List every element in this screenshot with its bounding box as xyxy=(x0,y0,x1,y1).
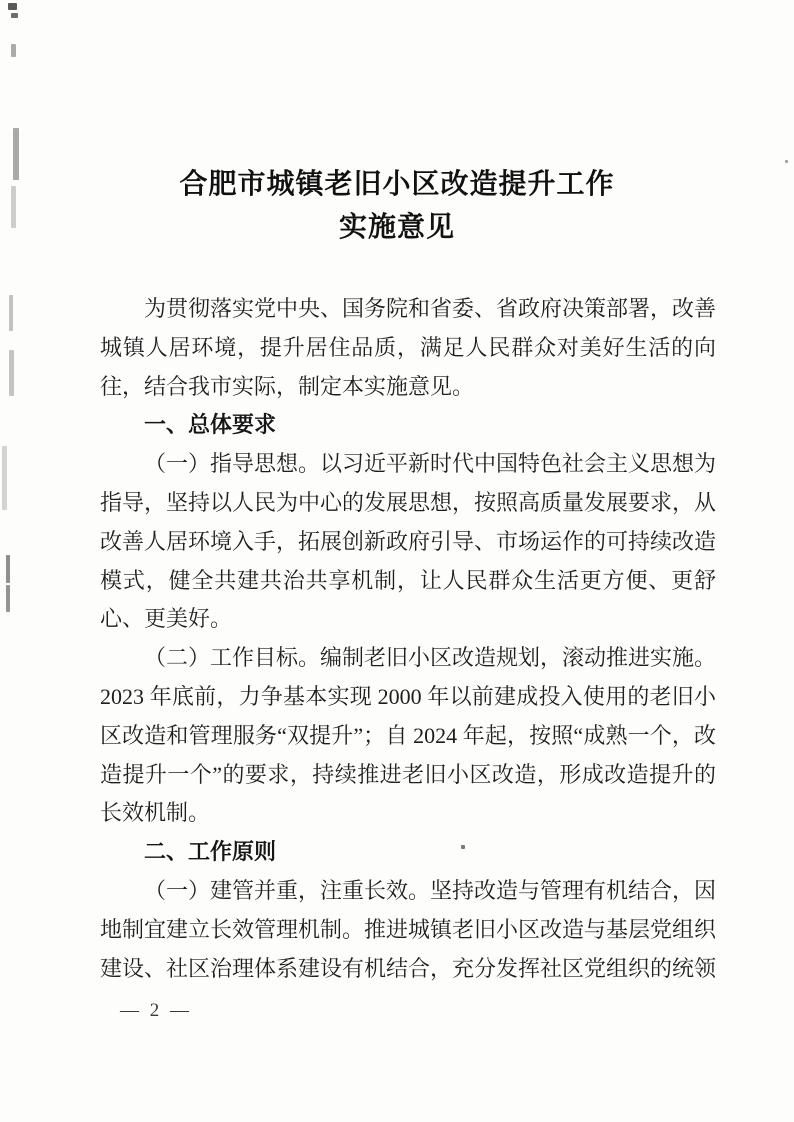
scan-artifact xyxy=(2,446,7,510)
scan-artifact xyxy=(9,350,14,396)
page-number: — 2 — xyxy=(120,1000,192,1021)
scan-artifact xyxy=(8,3,17,10)
section-heading-overall-requirements: 一、总体要求 xyxy=(144,412,277,438)
paragraph-work-goals: （二）工作目标。编制老旧小区改造规划，滚动推进实施。2023 年底前，力争基本实现 2000 年以前建成投入使用的老旧小区改造和管理服务“双提升”；自 2024 年起，按照“成熟一个，改造提升一个”的要求，持续推进老旧小区改造，形成改造提升的长效机制。 xyxy=(100,645,717,826)
section-heading-work-principles: 二、工作原则 xyxy=(144,839,277,865)
scan-artifact xyxy=(11,44,16,57)
scan-artifact xyxy=(11,13,18,18)
paragraph-build-manage-balance: （一）建管并重，注重长效。坚持改造与管理有机结合，因地制宜建立长效管理机制。推进城镇老旧小区改造与基层党组织建设、社区治理体系建设有机结合，充分发挥社区党组织的统领 xyxy=(100,877,717,981)
document-title-line2: 实施意见 xyxy=(338,212,455,243)
document-title-line1: 合肥市城镇老旧小区改造提升工作 xyxy=(179,169,615,200)
scan-artifact xyxy=(9,295,13,331)
document-body xyxy=(100,290,716,988)
document-title xyxy=(0,163,794,249)
paragraph-guiding-ideology: （一）指导思想。以习近平新时代中国特色社会主义思想为指导，坚持以人民为中心的发展思想，按照高质量发展要求，从改善人居环境入手，拓展创新政府引导、市场运作的可持续改造模式，健全共建共治共享机制，让人民群众生活更方便、更舒心、更美好。 xyxy=(100,451,717,632)
scan-artifact xyxy=(6,585,10,612)
intro-paragraph: 为贯彻落实党中央、国务院和省委、省政府决策部署，改善城镇人居环境，提升居住品质，满足人民群众对美好生活的向往，结合我市实际，制定本实施意见。 xyxy=(100,296,717,399)
scan-artifact xyxy=(6,555,10,583)
